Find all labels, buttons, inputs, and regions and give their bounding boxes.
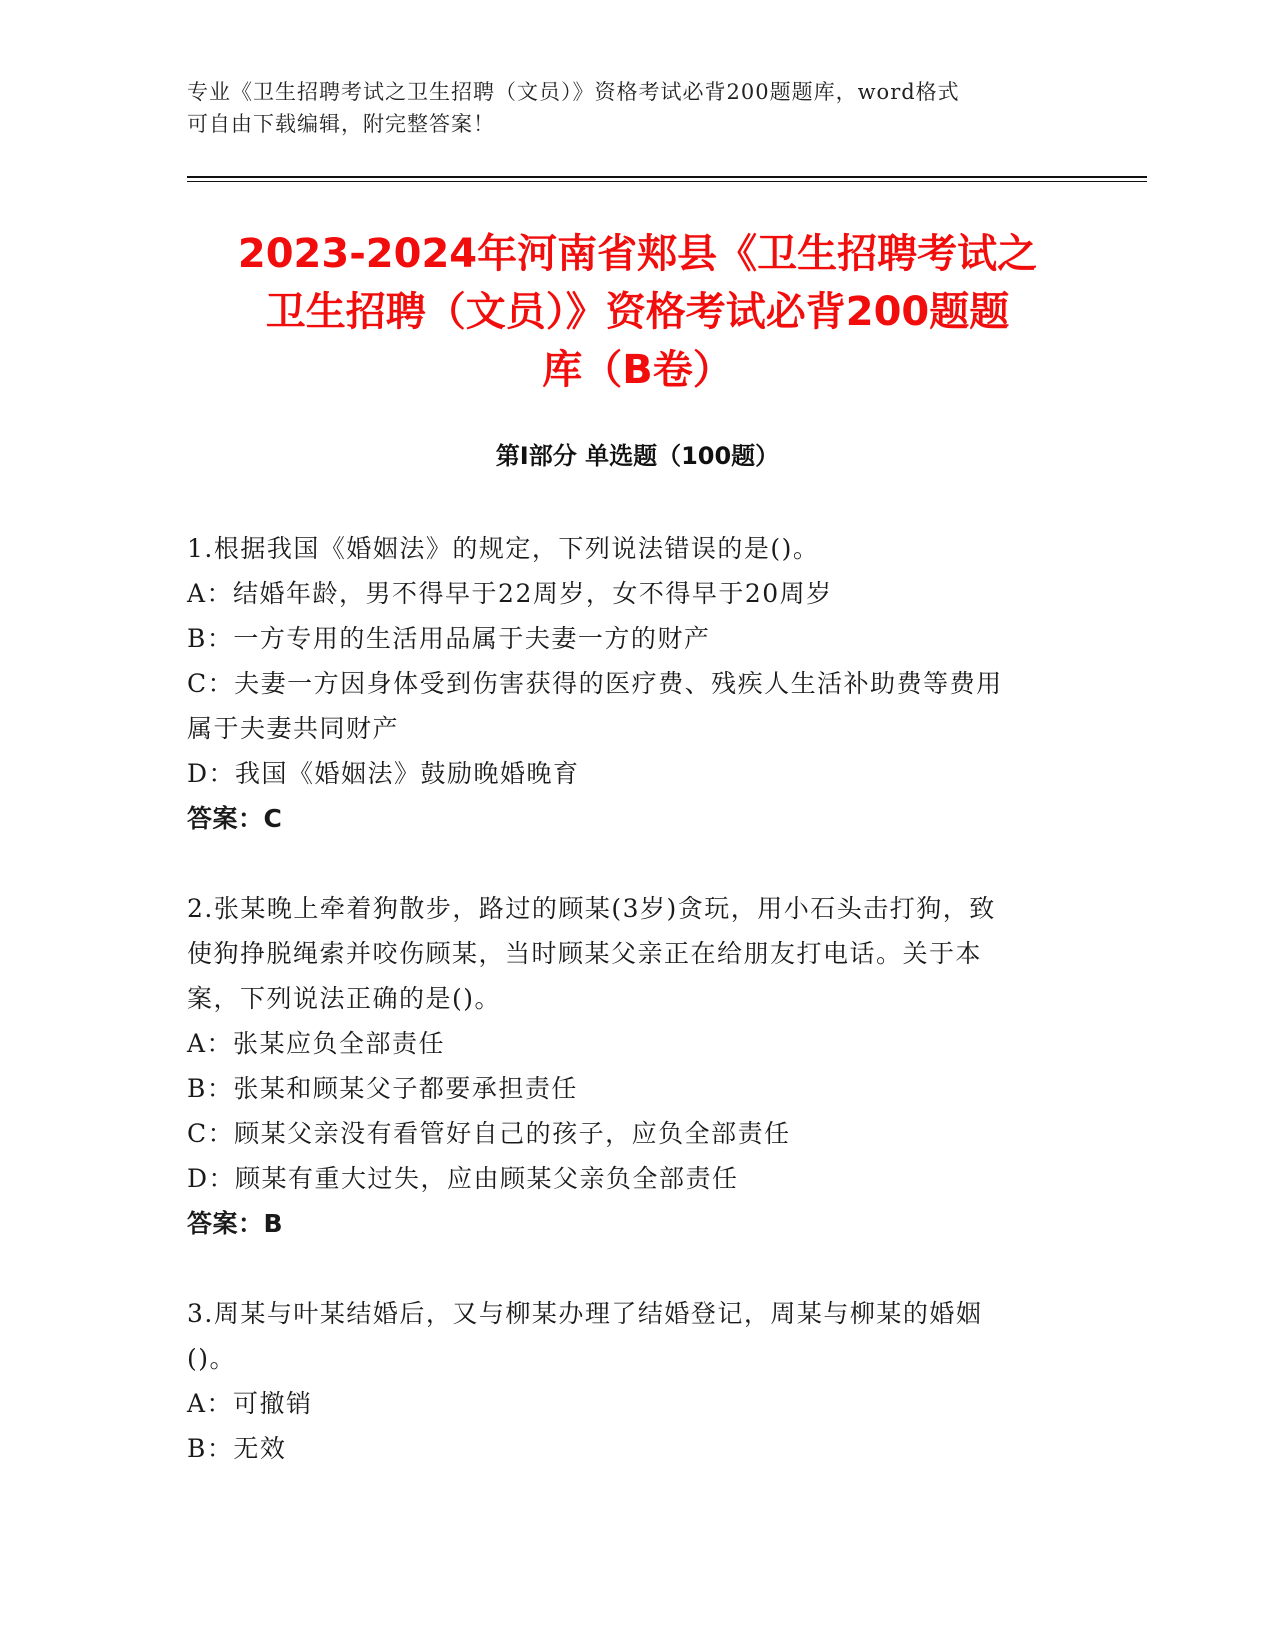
question-stem: 案，下列说法正确的是()。 xyxy=(187,984,502,1013)
title-line-1: 2023-2024年河南省郏县《卫生招聘考试之 xyxy=(237,231,1038,277)
question-list xyxy=(187,526,1087,1516)
option-b: B：张某和顾某父子都要承担责任 xyxy=(187,1074,578,1103)
option-b: B：无效 xyxy=(187,1434,287,1463)
answer-label: 答案：B xyxy=(187,1209,284,1238)
header-divider-thin xyxy=(187,181,1147,182)
option-b: B：一方专用的生活用品属于夫妻一方的财产 xyxy=(187,624,711,653)
option-a: A：可撤销 xyxy=(187,1389,313,1418)
option-c-continued: 属于夫妻共同财产 xyxy=(187,714,400,743)
question-stem: 3.周某与叶某结婚后，又与柳某办理了结婚登记，周某与柳某的婚姻 xyxy=(187,1299,983,1328)
option-a: A：结婚年龄，男不得早于22周岁，女不得早于20周岁 xyxy=(187,579,833,608)
question-stem: 1.根据我国《婚姻法》的规定，下列说法错误的是()。 xyxy=(187,534,820,563)
title-line-3: 库（B卷） xyxy=(542,347,733,393)
question-stem: 2.张某晚上牵着狗散步，路过的顾某(3岁)贪玩，用小石头击打狗，致 xyxy=(187,894,996,923)
answer-label: 答案：C xyxy=(187,804,283,833)
header-note-line-1: 专业《卫生招聘考试之卫生招聘（文员）》资格考试必背200题题库，word格式 xyxy=(187,80,960,104)
question-stem: ()。 xyxy=(187,1344,237,1373)
question-2 xyxy=(187,886,1087,1246)
title-line-2: 卫生招聘（文员）》资格考试必背200题题 xyxy=(265,289,1010,335)
option-d: D：顾某有重大过失，应由顾某父亲负全部责任 xyxy=(187,1164,739,1193)
document-title xyxy=(150,225,1125,399)
option-c: C：顾某父亲没有看管好自己的孩子，应负全部责任 xyxy=(187,1119,791,1148)
header-divider-thick xyxy=(187,176,1147,178)
question-3 xyxy=(187,1291,1087,1471)
option-a: A：张某应负全部责任 xyxy=(187,1029,446,1058)
question-stem: 使狗挣脱绳索并咬伤顾某，当时顾某父亲正在给朋友打电话。关于本 xyxy=(187,939,983,968)
header-note xyxy=(187,76,1087,140)
header-note-line-2: 可自由下载编辑，附完整答案！ xyxy=(187,112,495,136)
option-d: D：我国《婚姻法》鼓励晚婚晚育 xyxy=(187,759,580,788)
option-c: C：夫妻一方因身体受到伤害获得的医疗费、残疾人生活补助费等费用 xyxy=(187,669,1003,698)
section-heading: 第Ⅰ部分 单选题（100题） xyxy=(495,442,780,470)
question-1 xyxy=(187,526,1087,841)
